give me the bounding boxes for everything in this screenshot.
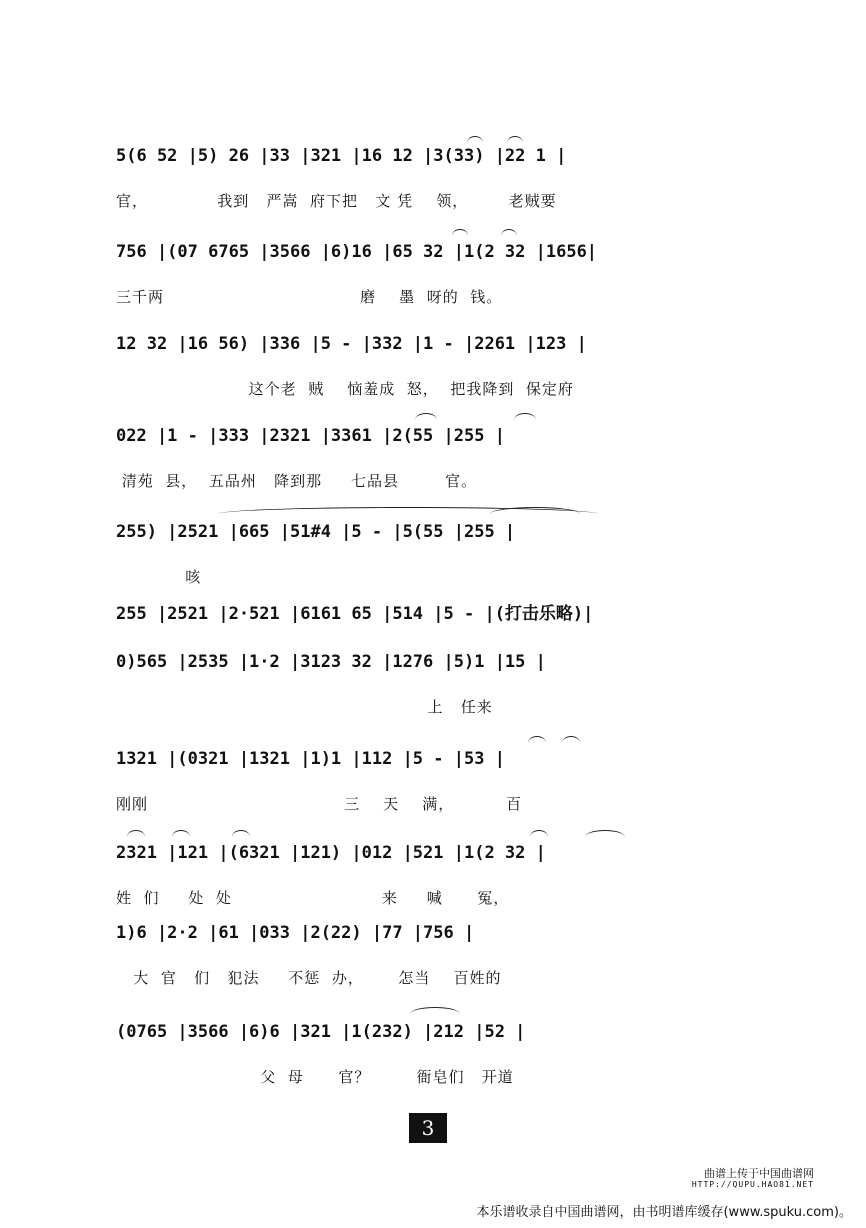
slur-mark	[490, 507, 580, 514]
upload-note: 曲谱上传于中国曲谱网	[704, 1167, 814, 1180]
slur-mark	[528, 736, 546, 743]
notation-line: 2321 |121 |(6321 |121) |012 |521 |1(2 32 |	[116, 843, 546, 863]
lyrics-line: 上 任来	[116, 698, 493, 716]
slur-mark	[585, 830, 625, 837]
slur-mark	[410, 1007, 460, 1014]
upload-url: HTTP://QUPU.HAO81.NET	[691, 1180, 814, 1189]
lyrics-line: 刚刚 三 天 满， 百	[116, 795, 523, 813]
slur-mark	[501, 229, 517, 236]
slur-mark	[562, 736, 580, 743]
lyrics-line: 咳	[116, 568, 202, 586]
slur-mark	[452, 229, 468, 236]
lyrics-line: 大 官 们 犯法 不惩 办， 怎当 百姓的	[116, 969, 502, 987]
lyrics-line: 这个老 贼 恼羞成 怒， 把我降到 保定府	[116, 380, 574, 398]
slur-mark	[232, 830, 250, 837]
lyrics-line: 清苑 县， 五品州 降到那 七品县 官。	[116, 472, 478, 490]
lyrics-line: 父 母 官？ 衙皂们 开道	[116, 1068, 514, 1086]
notation-line: 1321 |(0321 |1321 |1)1 |112 |5 - |53 |	[116, 749, 505, 769]
lyrics-line: 三千两 磨 墨 呀的 钱。	[116, 288, 503, 306]
page-number: 3	[409, 1113, 447, 1143]
slur-mark	[467, 136, 483, 143]
slur-mark	[530, 830, 548, 837]
lyrics-line: 官， 我到 严嵩 府下把 文 凭 领， 老贼要	[116, 192, 557, 210]
notation-line: 255) |2521 |665 |51#4 |5 - |5(55 |255 |	[116, 522, 516, 542]
notation-line: 022 |1 - |333 |2321 |3361 |2(55 |255 |	[116, 426, 505, 446]
slur-mark	[415, 413, 437, 420]
notation-line: 255 |2521 |2·521 |6161 65 |514 |5 - |(打击乐略)|	[116, 604, 594, 624]
notation-line: 12 32 |16 56) |336 |5 - |332 |1 - |2261 |123 |	[116, 334, 587, 354]
footer-source-note: 本乐谱收录自中国曲谱网，由书明谱库缓存(www.spuku.com)。	[476, 1205, 852, 1220]
notation-line: 0)565 |2535 |1·2 |3123 32 |1276 |5)1 |15 |	[116, 652, 546, 672]
slur-mark	[127, 830, 145, 837]
slur-mark	[514, 413, 536, 420]
notation-line: 756 |(07 6765 |3566 |6)16 |65 32 |1(2 32 |1656|	[116, 242, 598, 262]
slur-mark	[507, 136, 523, 143]
notation-line: (0765 |3566 |6)6 |321 |1(232) |212 |52 |	[116, 1022, 526, 1042]
notation-line: 5(6 52 |5) 26 |33 |321 |16 12 |3(33) |22 1 |	[116, 146, 567, 166]
lyrics-line: 姓 们 处 处 来 喊 冤，	[116, 889, 510, 907]
notation-line: 1)6 |2·2 |61 |033 |2(22) |77 |756 |	[116, 923, 475, 943]
slur-mark	[172, 830, 190, 837]
